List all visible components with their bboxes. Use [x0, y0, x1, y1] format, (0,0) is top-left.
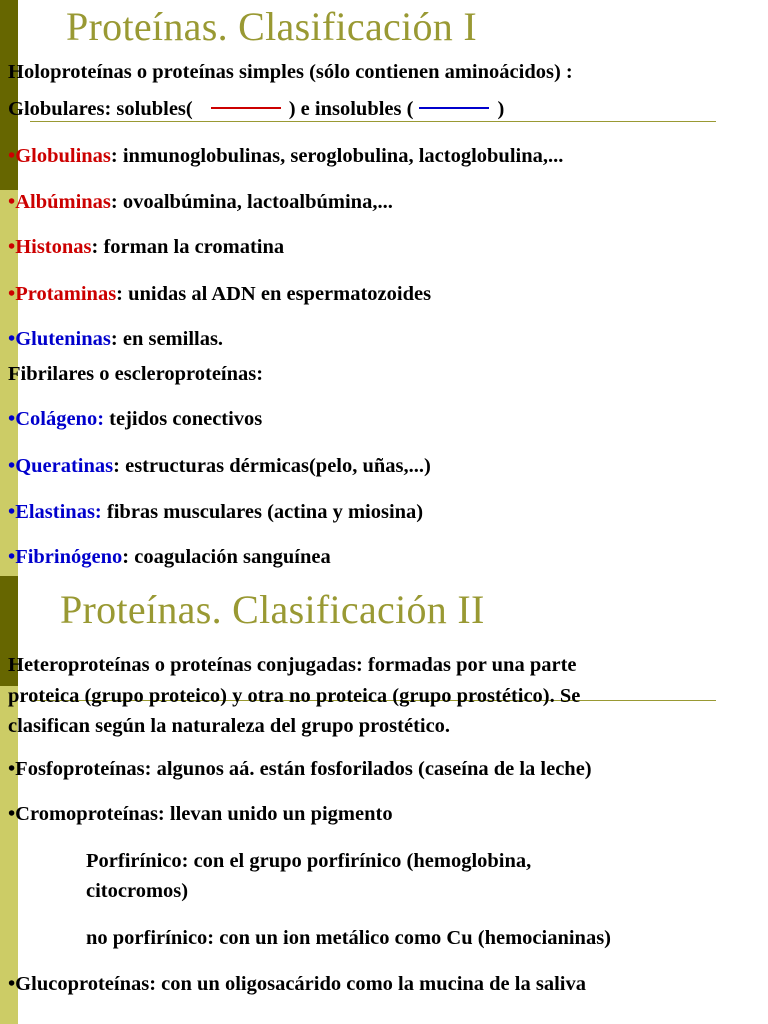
bullet: •: [8, 283, 16, 305]
term-fibrinogeno: Fibrinógeno: [15, 546, 123, 568]
bullet: •: [8, 236, 16, 258]
bullet: •: [8, 455, 16, 477]
sub-item-no-porfirinico: no porfirínico: con un ion metálico como Cu (hemocianinas): [86, 927, 612, 949]
term-colageno: Colágeno:: [15, 408, 105, 430]
term-protaminas: Protaminas: [15, 283, 117, 305]
intro-paragraph: [8, 650, 760, 742]
list-item: [8, 235, 284, 260]
globular-suffix: ): [497, 98, 505, 120]
bullet: •: [8, 145, 16, 167]
term-histonas: Histonas: [15, 236, 92, 258]
list-item-glucoproteinas: •Glucoproteínas: con un oligosacárido como la mucina de la saliva: [8, 973, 586, 995]
bullet: •: [8, 328, 16, 350]
term-description: : forman la cromatina: [91, 236, 285, 258]
term-description: fibras musculares (actina y miosina): [101, 501, 424, 523]
term-description: : ovoalbúmina, lactoalbúmina,...: [110, 191, 393, 213]
term-elastinas: Elastinas:: [15, 501, 102, 523]
term-albuminas: Albúminas: [15, 191, 111, 213]
intro-text: Holoproteínas o proteínas simples (sólo contienen aminoácidos) :: [8, 61, 573, 83]
page-title: Proteínas. Clasificación I: [66, 4, 478, 49]
term-gluteninas: Gluteninas: [15, 328, 111, 350]
term-description: tejidos conectivos: [104, 408, 263, 430]
fibrous-heading: Fibrilares o escleroproteínas:: [8, 363, 264, 385]
slide-clasificacion-2: [0, 576, 768, 1024]
list-item: [8, 454, 431, 479]
list-item: [8, 190, 393, 215]
page-title: Proteínas. Clasificación II: [60, 587, 485, 632]
globular-mid: ) e insolubles (: [288, 98, 414, 120]
term-description: : inmunoglobulinas, seroglobulina, lactoglobulina,...: [110, 145, 564, 167]
term-globulinas: Globulinas: [15, 145, 111, 167]
globular-prefix: Globulares: solubles(: [8, 98, 193, 120]
divider-line: [30, 121, 716, 122]
sub-item-porfirinico: [86, 846, 756, 906]
bullet: •: [8, 191, 16, 213]
bullet: •: [8, 408, 16, 430]
list-item: [8, 500, 423, 525]
soluble-color-sample: [211, 107, 281, 109]
list-item: [8, 327, 223, 352]
list-item-fosfoproteinas: •Fosfoproteínas: algunos aá. están fosforilados (caseína de la leche): [8, 758, 592, 780]
bullet: •: [8, 546, 16, 568]
term-queratinas: Queratinas: [15, 455, 114, 477]
globular-line: [8, 97, 504, 122]
intro-line: Heteroproteínas o proteínas conjugadas: formadas por una parte: [8, 654, 577, 676]
list-item: [8, 545, 331, 570]
bullet: •: [8, 501, 16, 523]
intro-line: clasifican según la naturaleza del grupo prostético.: [8, 715, 451, 737]
list-item: [8, 282, 431, 307]
term-description: : unidas al ADN en espermatozoides: [116, 283, 432, 305]
insoluble-color-sample: [419, 107, 489, 109]
term-description: : estructuras dérmicas(pelo, uñas,...): [113, 455, 431, 477]
term-description: : coagulación sanguínea: [122, 546, 331, 568]
sub-item-line: Porfirínico: con el grupo porfirínico (hemoglobina,: [86, 850, 532, 872]
slide-sidebar-decoration: [0, 576, 18, 1024]
list-item: [8, 407, 262, 432]
sub-item-line: citocromos): [86, 880, 189, 902]
list-item-cromoproteinas: •Cromoproteínas: llevan unido un pigmento: [8, 803, 393, 825]
list-item: [8, 144, 563, 169]
term-description: : en semillas.: [110, 328, 224, 350]
intro-line: proteica (grupo proteico) y otra no proteica (grupo prostético). Se: [8, 684, 581, 707]
